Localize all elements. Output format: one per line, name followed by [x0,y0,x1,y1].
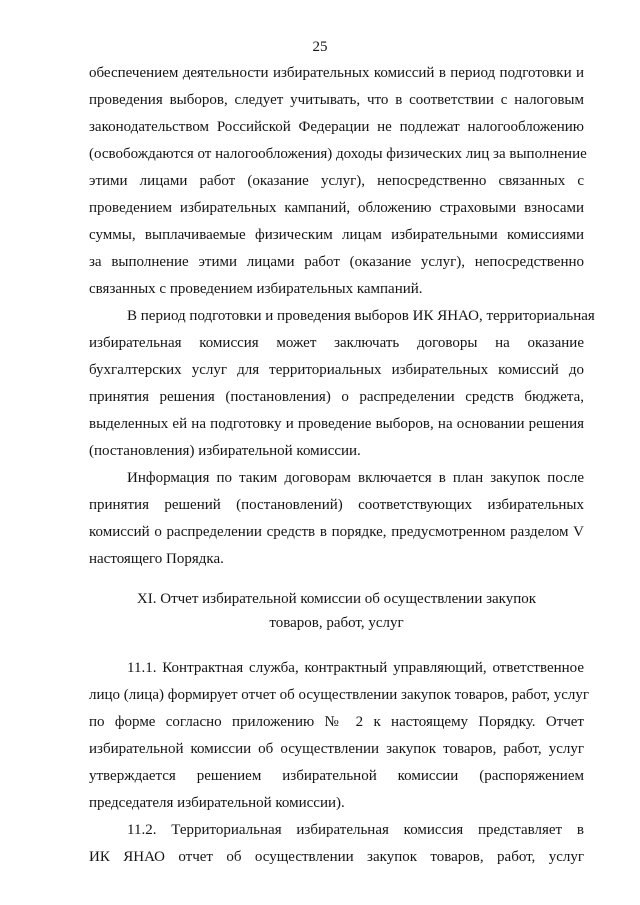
text-line: выделенных ей на подготовку и проведение выборов, на основании решения [89,416,584,432]
text-line: председателя избирательной комиссии). [89,795,345,811]
text-line: комиссий о распределении средств в порядке, предусмотренном разделом V [89,524,584,540]
page-number: 25 [312,39,328,55]
text-line: избирательная комиссия может заключать договоры на оказание [89,335,584,351]
paragraph-11-2 [89,817,584,871]
text-line: связанных с проведением избирательных кампаний. [89,281,423,297]
text-line: этими лицами работ (оказание услуг), непосредственно связанных с [89,173,584,189]
text-line: настоящего Порядка. [89,551,224,567]
text-line: Информация по таким договорам включается в план закупок после [127,470,584,486]
section-heading [89,587,584,635]
text-line: обеспечением деятельности избирательных комиссий в период подготовки и [89,65,584,81]
text-line: принятия решений (постановлений) соответствующих избирательных [89,497,584,513]
paragraph-tax-exemption [89,60,587,303]
section-heading-line: товаров, работ, услуг [269,615,404,631]
text-line: В период подготовки и проведения выборов ИК ЯНАО, территориальная [127,308,595,324]
section-heading-line: XI. Отчет избирательной комиссии об осуществлении закупок [136,591,537,607]
spacer [89,573,584,587]
text-line: по форме согласно приложению № 2 к настоящему Порядку. Отчет [89,714,584,730]
text-line: бухгалтерских услуг для территориальных избирательных комиссий до [89,362,584,378]
spacer [89,635,584,655]
text-line: суммы, выплачиваемые физическим лицам избирательными комиссиями [89,227,584,243]
paragraph-procurement-plan [89,465,584,573]
paragraph-accounting-contracts [89,303,595,465]
text-line: (постановления) избирательной комиссии. [89,443,361,459]
text-line: избирательной комиссии об осуществлении закупок товаров, работ, услуг [89,741,584,757]
text-line: лицо (лица) формирует отчет об осуществлении закупок товаров, работ, услуг [89,687,590,703]
text-line: принятия решения (постановления) о распределении средств бюджета, [89,389,584,405]
text-line: законодательством Российской Федерации не подлежат налогообложению [89,119,584,135]
text-line: ИК ЯНАО отчет об осуществлении закупок товаров, работ, услуг [89,849,584,865]
text-line: 11.1. Контрактная служба, контрактный управляющий, ответственное [127,660,584,676]
text-line: (освобождаются от налогообложения) доходы физических лиц за выполнение [89,146,587,162]
paragraph-11-1 [89,655,590,817]
text-line: за выполнение этими лицами работ (оказание услуг), непосредственно [89,254,584,270]
text-line: утверждается решением избирательной комиссии (распоряжением [89,768,584,784]
document-body [89,60,595,871]
text-line: проведением избирательных кампаний, обложению страховыми взносами [89,200,584,216]
text-line: проведения выборов, следует учитывать, что в соответствии с налоговым [89,92,584,108]
text-line: 11.2. Территориальная избирательная комиссия представляет в [127,822,584,838]
